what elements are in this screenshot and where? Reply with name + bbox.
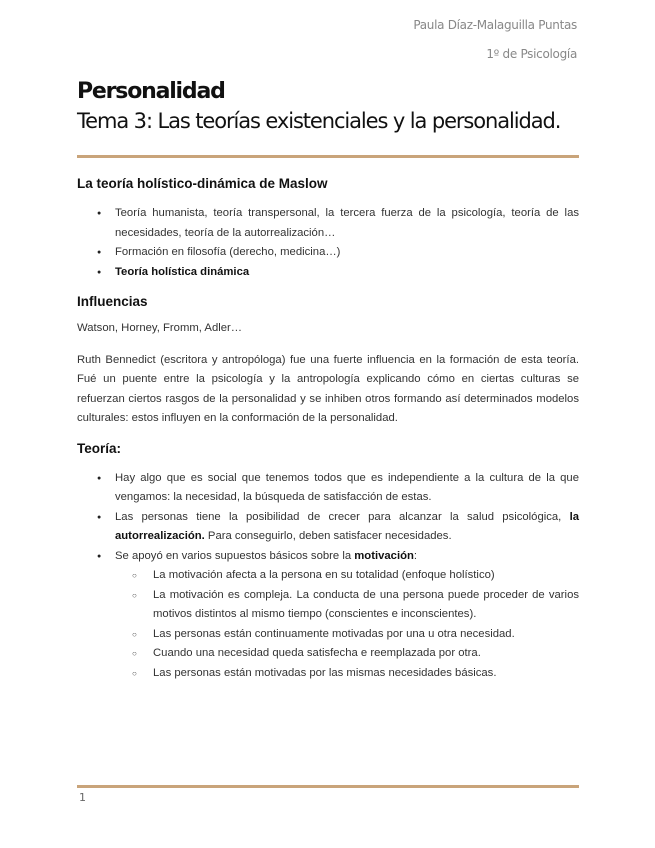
sub-list-item: ○ La motivación es compleja. La conducta de una persona puede proceder de varios motivos distintos al mismo tiempo (conscientes e inconscientes).	[115, 586, 579, 625]
list-item: ● Formación en filosofía (derecho, medicina…)	[77, 243, 579, 263]
course-label: 1º de Psicología	[486, 47, 577, 61]
bold-text: la autorrealización.	[115, 510, 579, 542]
section-heading-teoria: Teoría:	[77, 440, 122, 456]
teoria-list	[77, 469, 579, 684]
list-item	[77, 547, 579, 684]
section-heading-maslow: La teoría holístico-dinámica de Maslow	[77, 176, 328, 191]
document-title: Personalidad	[77, 79, 225, 104]
list-item: ● Teoría humanista, teoría transpersonal, la tercera fuerza de la psicología, teoría de las necesidades, teoría de la autorrealización…	[77, 204, 579, 243]
maslow-list	[77, 204, 579, 282]
title-block	[77, 77, 579, 135]
document-subtitle: Tema 3: Las teorías existenciales y la personalidad.	[77, 109, 561, 133]
document-body	[77, 176, 579, 683]
page-number: 1	[79, 791, 86, 804]
paragraph: Watson, Horney, Fromm, Adler…	[77, 322, 243, 334]
text-run: Para conseguirlo, deben satisfacer necesidades.	[204, 530, 452, 542]
author-name: Paula Díaz-Malaguilla Puntas	[413, 18, 577, 32]
motivation-sublist	[115, 566, 579, 683]
sub-list-item: ○ Las personas están motivadas por las mismas necesidades básicas.	[115, 664, 579, 684]
sub-list-item: ○ Las personas están continuamente motivadas por una u otra necesidad.	[115, 625, 579, 645]
bold-text: motivación	[354, 549, 414, 562]
page-header	[413, 14, 577, 72]
sub-list-item: ○ Cuando una necesidad queda satisfecha e reemplazada por otra.	[115, 644, 579, 664]
text-run: Se apoyó en varios supuestos básicos sobre la	[115, 549, 355, 562]
text-run: Las personas tiene la posibilidad de crecer para alcanzar la salud psicológica,	[115, 510, 570, 523]
sub-list-item: ○ La motivación afecta a la persona en su totalidad (enfoque holístico)	[115, 566, 579, 586]
bold-text: Teoría holística dinámica	[115, 265, 250, 278]
bottom-divider	[77, 785, 579, 788]
list-item: ● Hay algo que es social que tenemos todos que es independiente a la cultura de la que vengamos: la necesidad, la búsqueda de satisfacción de estas.	[77, 469, 579, 508]
list-item	[77, 263, 579, 283]
top-divider	[77, 155, 579, 158]
section-heading-influencias: Influencias	[77, 294, 148, 309]
text-run: :	[413, 549, 418, 562]
list-item	[77, 508, 579, 547]
paragraph: Ruth Bennedict (escritora y antropóloga) fue una fuerte influencia en la formación de esta teoría. Fué un puente entre la psicología y la antropología explicando cómo en ciertas culturas se refuerzan ciertos rasgos de la personalidad y se inhiben otros formando así determinados modelos culturales: estos influyen en la conformación de la personalidad.	[77, 353, 579, 424]
